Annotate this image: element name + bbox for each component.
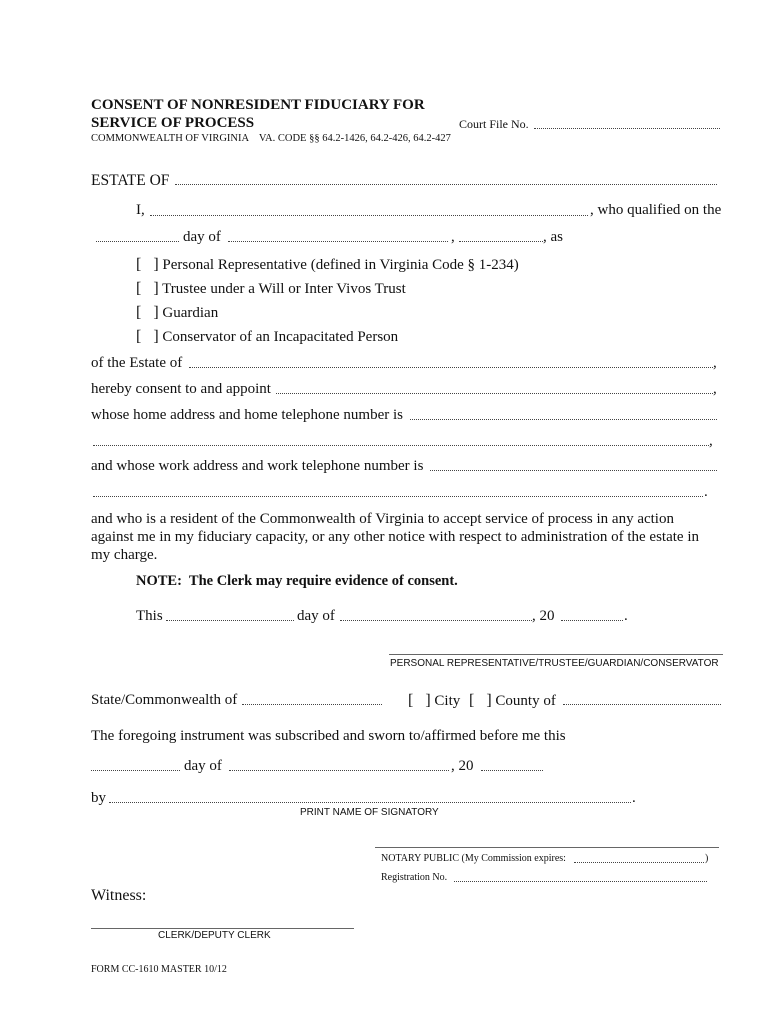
notary-signature-line[interactable]: [375, 847, 719, 848]
resident-paragraph-line1: and who is a resident of the Commonwealth of Virginia to accept service of process in any action: [91, 511, 674, 527]
this-label: This: [136, 608, 163, 624]
comma: ,: [713, 355, 717, 371]
clerk-caption: CLERK/DEPUTY CLERK: [158, 930, 271, 941]
form-title-line1: CONSENT OF NONRESIDENT FIDUCIARY FOR: [91, 97, 425, 113]
comma: ,: [709, 433, 713, 449]
sworn-year-label: , 20: [451, 758, 474, 774]
sworn-month-field[interactable]: [229, 770, 449, 771]
checkbox[interactable]: [ ]: [136, 304, 159, 321]
court-file-field[interactable]: [534, 128, 720, 129]
role-label: Personal Representative (defined in Virginia Code § 1-234): [162, 257, 519, 273]
fiduciary-signature-caption: PERSONAL REPRESENTATIVE/TRUSTEE/GUARDIAN/CONSERVATOR: [390, 658, 719, 669]
checkbox[interactable]: [ ]: [469, 692, 492, 709]
sworn-day-of-label: day of: [184, 758, 222, 774]
estate-name-field[interactable]: [175, 184, 717, 185]
role-trustee[interactable]: [136, 280, 406, 298]
sworn-text: The foregoing instrument was subscribed and sworn to/affirmed before me this: [91, 728, 566, 744]
period: .: [704, 484, 708, 500]
checkbox[interactable]: [ ]: [136, 280, 159, 297]
state-field[interactable]: [242, 704, 382, 705]
county-option[interactable]: [469, 692, 556, 710]
notary-label: NOTARY PUBLIC (My Commission expires:: [381, 853, 566, 864]
form-title-line2: SERVICE OF PROCESS: [91, 115, 255, 131]
state-label: State/Commonwealth of: [91, 692, 238, 708]
home-address-field[interactable]: [410, 419, 717, 420]
by-label: by: [91, 790, 106, 806]
role-personal-representative[interactable]: [136, 256, 519, 274]
qualified-month-field[interactable]: [228, 241, 448, 242]
i-label: I,: [136, 202, 145, 218]
qualified-label: , who qualified on the: [590, 202, 722, 218]
print-name-caption: PRINT NAME OF SIGNATORY: [300, 807, 439, 818]
qualified-year-field[interactable]: [459, 241, 543, 242]
court-file-label: Court File No.: [459, 117, 529, 131]
form-id: FORM CC-1610 MASTER 10/12: [91, 964, 227, 975]
qualified-comma: ,: [451, 229, 455, 245]
checkbox[interactable]: [ ]: [408, 692, 431, 709]
close-paren: ): [705, 853, 709, 864]
note: NOTE: The Clerk may require evidence of consent.: [136, 573, 458, 589]
registration-label: Registration No.: [381, 872, 448, 883]
of-estate-label: of the Estate of: [91, 355, 183, 371]
period: .: [632, 790, 636, 806]
role-label: Conservator of an Incapacitated Person: [162, 329, 399, 345]
form-subtitle: COMMONWEALTH OF VIRGINIA VA. CODE §§ 64.2-1426, 64.2-426, 64.2-427: [91, 133, 451, 144]
signed-day-field[interactable]: [166, 620, 294, 621]
checkbox[interactable]: [ ]: [136, 256, 159, 273]
registration-field[interactable]: [454, 881, 707, 882]
fiduciary-name-field[interactable]: [150, 215, 588, 216]
signed-month-field[interactable]: [340, 620, 532, 621]
role-conservator[interactable]: [136, 328, 398, 346]
as-label: , as: [543, 229, 563, 245]
fiduciary-signature-line[interactable]: [389, 654, 723, 655]
role-label: Trustee under a Will or Inter Vivos Trust: [162, 281, 406, 297]
signatory-name-field[interactable]: [109, 802, 631, 803]
role-label: Guardian: [162, 305, 219, 321]
signed-year-field[interactable]: [561, 620, 623, 621]
home-address-label: whose home address and home telephone number is: [91, 407, 404, 423]
city-option[interactable]: [408, 692, 460, 710]
qualified-day-field[interactable]: [96, 241, 179, 242]
city-county-field[interactable]: [563, 704, 721, 705]
resident-paragraph-line2: against me in my fiduciary capacity, or any other notice with respect to administration of the estate in: [91, 529, 699, 545]
city-label: City: [434, 693, 461, 709]
resident-paragraph-line3: my charge.: [91, 547, 158, 563]
county-label: County of: [495, 693, 556, 709]
work-address-field-2[interactable]: [93, 496, 703, 497]
sworn-day-field[interactable]: [91, 770, 180, 771]
of-estate-field[interactable]: [189, 367, 713, 368]
signed-day-of-label: day of: [297, 608, 335, 624]
signed-year-label: , 20: [532, 608, 555, 624]
estate-of-label: ESTATE OF: [91, 172, 170, 189]
checkbox[interactable]: [ ]: [136, 328, 159, 345]
commission-expires-field[interactable]: [574, 862, 704, 863]
appointee-field[interactable]: [276, 393, 713, 394]
clerk-signature-line[interactable]: [91, 928, 354, 929]
sworn-year-field[interactable]: [481, 770, 543, 771]
comma: ,: [713, 381, 717, 397]
role-guardian[interactable]: [136, 304, 218, 322]
work-address-label: and whose work address and work telephone number is: [91, 458, 424, 474]
witness-label: Witness:: [91, 887, 147, 904]
home-address-field-2[interactable]: [93, 445, 709, 446]
work-address-field[interactable]: [430, 470, 717, 471]
consent-label: hereby consent to and appoint: [91, 381, 271, 397]
qualified-day-of-label: day of: [183, 229, 221, 245]
period: .: [624, 608, 628, 624]
